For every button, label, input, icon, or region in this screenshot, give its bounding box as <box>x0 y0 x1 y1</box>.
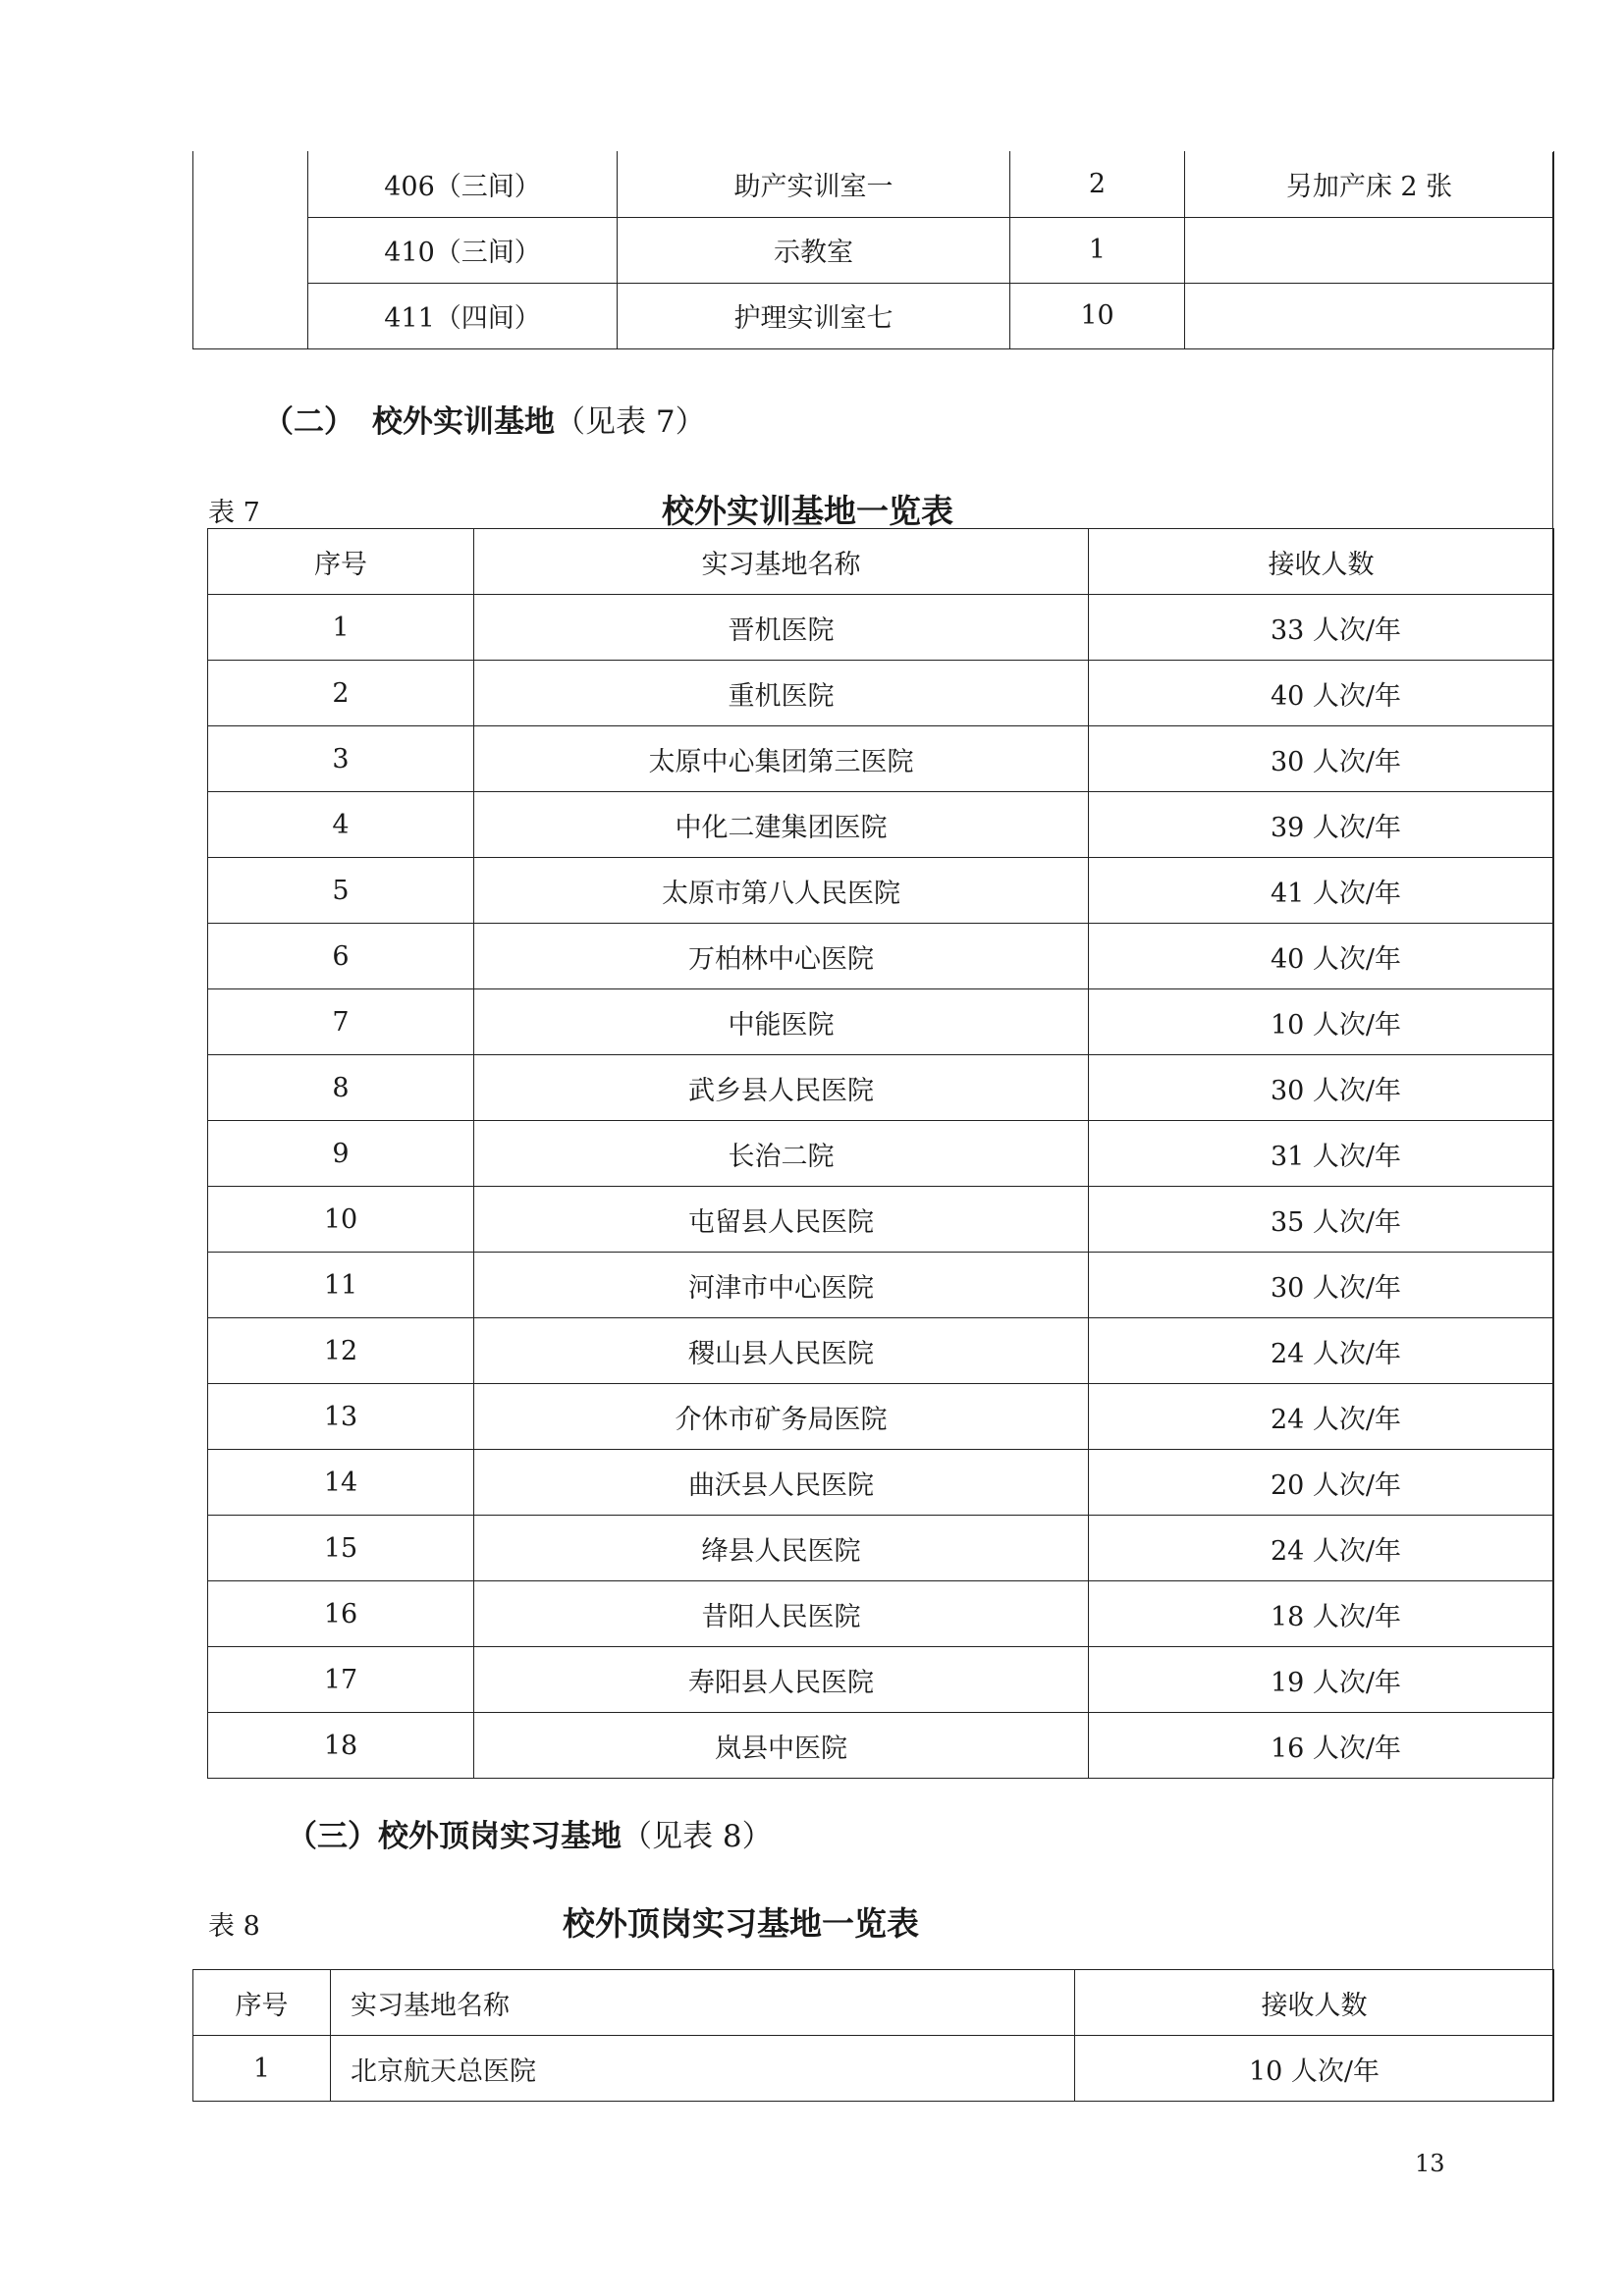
table-row <box>193 151 1554 217</box>
table-row <box>208 1450 1554 1516</box>
room-name-cell: 示教室 <box>618 217 1010 283</box>
table-row <box>193 283 1554 348</box>
table-row <box>208 1713 1554 1779</box>
table-row <box>208 1318 1554 1384</box>
name-cell: 太原市第八人民医院 <box>474 858 1089 924</box>
table-row <box>208 726 1554 792</box>
name-cell: 北京航天总医院 <box>331 2036 1075 2102</box>
capacity-cell: 24 人次/年 <box>1089 1384 1554 1450</box>
section-prefix: （二） <box>263 404 354 440</box>
name-cell: 长治二院 <box>474 1121 1089 1187</box>
capacity-cell: 10 人次/年 <box>1075 2036 1554 2102</box>
no-cell: 8 <box>208 1055 474 1121</box>
no-cell: 11 <box>208 1253 474 1318</box>
page-number: 13 <box>1415 2150 1445 2177</box>
capacity-cell: 20 人次/年 <box>1089 1450 1554 1516</box>
capacity-cell: 31 人次/年 <box>1089 1121 1554 1187</box>
section-title: 校外实训基地 <box>372 404 555 440</box>
no-cell: 1 <box>208 595 474 661</box>
name-cell: 中能医院 <box>474 989 1089 1055</box>
no-cell: 14 <box>208 1450 474 1516</box>
note-cell <box>1185 283 1554 348</box>
header-name: 实习基地名称 <box>474 529 1089 595</box>
name-cell: 寿阳县人民医院 <box>474 1647 1089 1713</box>
table-number: 表 7 <box>208 498 260 528</box>
count-cell: 1 <box>1010 217 1185 283</box>
no-cell: 17 <box>208 1647 474 1713</box>
table-row <box>208 858 1554 924</box>
capacity-cell: 10 人次/年 <box>1089 989 1554 1055</box>
table-row <box>208 792 1554 858</box>
no-cell: 15 <box>208 1516 474 1581</box>
no-cell: 1 <box>193 2036 331 2102</box>
no-cell: 2 <box>208 661 474 726</box>
table-row <box>208 1384 1554 1450</box>
capacity-cell: 30 人次/年 <box>1089 1253 1554 1318</box>
capacity-cell: 40 人次/年 <box>1089 924 1554 989</box>
table-title: 校外顶岗实习基地一览表 <box>563 1904 919 1943</box>
section-heading-2 <box>263 397 706 441</box>
section-heading-3 <box>287 1811 773 1855</box>
training-room-table-continued <box>192 151 1554 349</box>
capacity-cell: 30 人次/年 <box>1089 1055 1554 1121</box>
section-title: （三）校外顶岗实习基地 <box>287 1819 622 1854</box>
no-cell: 18 <box>208 1713 474 1779</box>
no-cell: 6 <box>208 924 474 989</box>
table-row <box>208 1516 1554 1581</box>
table-row <box>208 661 1554 726</box>
room-cell: 411（四间） <box>308 283 618 348</box>
header-capacity: 接收人数 <box>1075 1970 1554 2036</box>
table-header-row <box>193 1970 1554 2036</box>
count-cell: 2 <box>1010 151 1185 217</box>
no-cell: 3 <box>208 726 474 792</box>
table-row <box>208 989 1554 1055</box>
note-cell <box>1185 217 1554 283</box>
name-cell: 太原中心集团第三医院 <box>474 726 1089 792</box>
no-cell: 12 <box>208 1318 474 1384</box>
name-cell: 曲沃县人民医院 <box>474 1450 1089 1516</box>
table-row <box>208 924 1554 989</box>
off-campus-training-table <box>207 528 1554 1779</box>
name-cell: 介休市矿务局医院 <box>474 1384 1089 1450</box>
name-cell: 河津市中心医院 <box>474 1253 1089 1318</box>
section-reference: （见表 8） <box>622 1819 773 1854</box>
name-cell: 昔阳人民医院 <box>474 1581 1089 1647</box>
name-cell: 重机医院 <box>474 661 1089 726</box>
room-name-cell: 护理实训室七 <box>618 283 1010 348</box>
capacity-cell: 18 人次/年 <box>1089 1581 1554 1647</box>
name-cell: 绛县人民医院 <box>474 1516 1089 1581</box>
capacity-cell: 24 人次/年 <box>1089 1318 1554 1384</box>
capacity-cell: 39 人次/年 <box>1089 792 1554 858</box>
table-row <box>208 1055 1554 1121</box>
room-name-cell: 助产实训室一 <box>618 151 1010 217</box>
table-row <box>193 2036 1554 2102</box>
header-name: 实习基地名称 <box>331 1970 1075 2036</box>
no-cell: 13 <box>208 1384 474 1450</box>
table-row <box>208 1121 1554 1187</box>
name-cell: 稷山县人民医院 <box>474 1318 1089 1384</box>
capacity-cell: 16 人次/年 <box>1089 1713 1554 1779</box>
table-row <box>208 595 1554 661</box>
table-number: 表 8 <box>208 1911 260 1942</box>
header-no: 序号 <box>208 529 474 595</box>
name-cell: 中化二建集团医院 <box>474 792 1089 858</box>
no-cell: 9 <box>208 1121 474 1187</box>
no-cell: 10 <box>208 1187 474 1253</box>
count-cell: 10 <box>1010 283 1185 348</box>
name-cell: 武乡县人民医院 <box>474 1055 1089 1121</box>
table-row <box>208 1581 1554 1647</box>
capacity-cell: 24 人次/年 <box>1089 1516 1554 1581</box>
table-row <box>208 1187 1554 1253</box>
capacity-cell: 33 人次/年 <box>1089 595 1554 661</box>
capacity-cell: 30 人次/年 <box>1089 726 1554 792</box>
section-reference: （见表 7） <box>555 404 706 440</box>
header-capacity: 接收人数 <box>1089 529 1554 595</box>
merged-category-cell <box>193 151 308 348</box>
name-cell: 晋机医院 <box>474 595 1089 661</box>
table-row <box>193 217 1554 283</box>
capacity-cell: 19 人次/年 <box>1089 1647 1554 1713</box>
name-cell: 岚县中医院 <box>474 1713 1089 1779</box>
capacity-cell: 35 人次/年 <box>1089 1187 1554 1253</box>
name-cell: 万柏林中心医院 <box>474 924 1089 989</box>
note-cell: 另加产床 2 张 <box>1185 151 1554 217</box>
no-cell: 16 <box>208 1581 474 1647</box>
room-cell: 406（三间） <box>308 151 618 217</box>
capacity-cell: 41 人次/年 <box>1089 858 1554 924</box>
room-cell: 410（三间） <box>308 217 618 283</box>
table-row <box>208 1647 1554 1713</box>
header-no: 序号 <box>193 1970 331 2036</box>
name-cell: 屯留县人民医院 <box>474 1187 1089 1253</box>
table-header-row <box>208 529 1554 595</box>
table-row <box>208 1253 1554 1318</box>
no-cell: 5 <box>208 858 474 924</box>
internship-base-table <box>192 1969 1554 2102</box>
table-title: 校外实训基地一览表 <box>662 492 953 530</box>
capacity-cell: 40 人次/年 <box>1089 661 1554 726</box>
no-cell: 4 <box>208 792 474 858</box>
no-cell: 7 <box>208 989 474 1055</box>
